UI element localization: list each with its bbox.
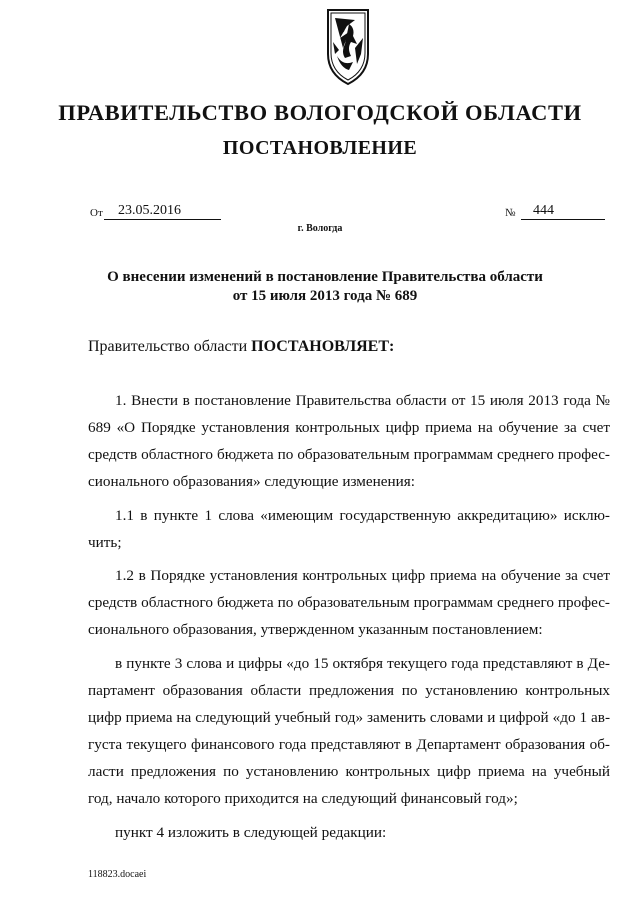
number-prefix: № bbox=[505, 207, 516, 219]
document-type: ПОСТАНОВЛЕНИЕ bbox=[222, 137, 418, 159]
paragraph-1-1: 1.1 в пункте 1 слова «имеющим государственную аккредитацию» исклю-чить; bbox=[88, 506, 610, 551]
subject-line-1: О внесении изменений в постановление Правительства области bbox=[107, 269, 543, 285]
document-subject bbox=[60, 268, 590, 306]
preamble-emphasis: ПОСТАНОВЛЯЕТ: bbox=[251, 338, 395, 355]
paragraph-point-4: пункт 4 изложить в следующей редакции: bbox=[115, 823, 387, 841]
document-number: 444 bbox=[521, 203, 605, 220]
paragraph-1-2: 1.2 в Порядке установления контрольных цифр приема на обучение за счет средств областного бюджета по образовательным программам среднего профес-сионального образования, утвержденном указанным постановлением: bbox=[88, 567, 610, 639]
preamble bbox=[88, 338, 394, 356]
subject-line-2: от 15 июля 2013 года № 689 bbox=[232, 288, 418, 304]
file-code: 118823.docaei bbox=[88, 869, 147, 880]
paragraph-1: 1. Внести в постановление Правительства области от 15 июля 2013 года № 689 «О Порядке установления контрольных цифр приема на обучение за счет средств областного бюджета по образовательным программам среднего профес-сионального образования» следующие изменения: bbox=[88, 392, 610, 490]
document-date: 23.05.2016 bbox=[104, 203, 221, 220]
paragraph-point-3: в пункте 3 слова и цифры «до 15 октября текущего года представляют в Де-партамент образования области предложения по установлению контрольных цифр приема на следующий учебный год» заменить словами и цифрой «до 1 ав-густа текущего финансового года представляют в Департамент образования об-ласти предложения по установлению контрольных цифр приема на учебный год, начало которого приходится на следующий финансовый год»; bbox=[88, 655, 610, 807]
preamble-text: Правительство области bbox=[88, 338, 252, 355]
vologda-coat-of-arms-icon bbox=[325, 8, 371, 88]
date-prefix: От bbox=[90, 207, 103, 219]
government-title: ПРАВИТЕЛЬСТВО ВОЛОГОДСКОЙ ОБЛАСТИ bbox=[58, 100, 582, 125]
city-label: г. Вологда bbox=[297, 223, 343, 234]
document-body bbox=[88, 388, 610, 847]
